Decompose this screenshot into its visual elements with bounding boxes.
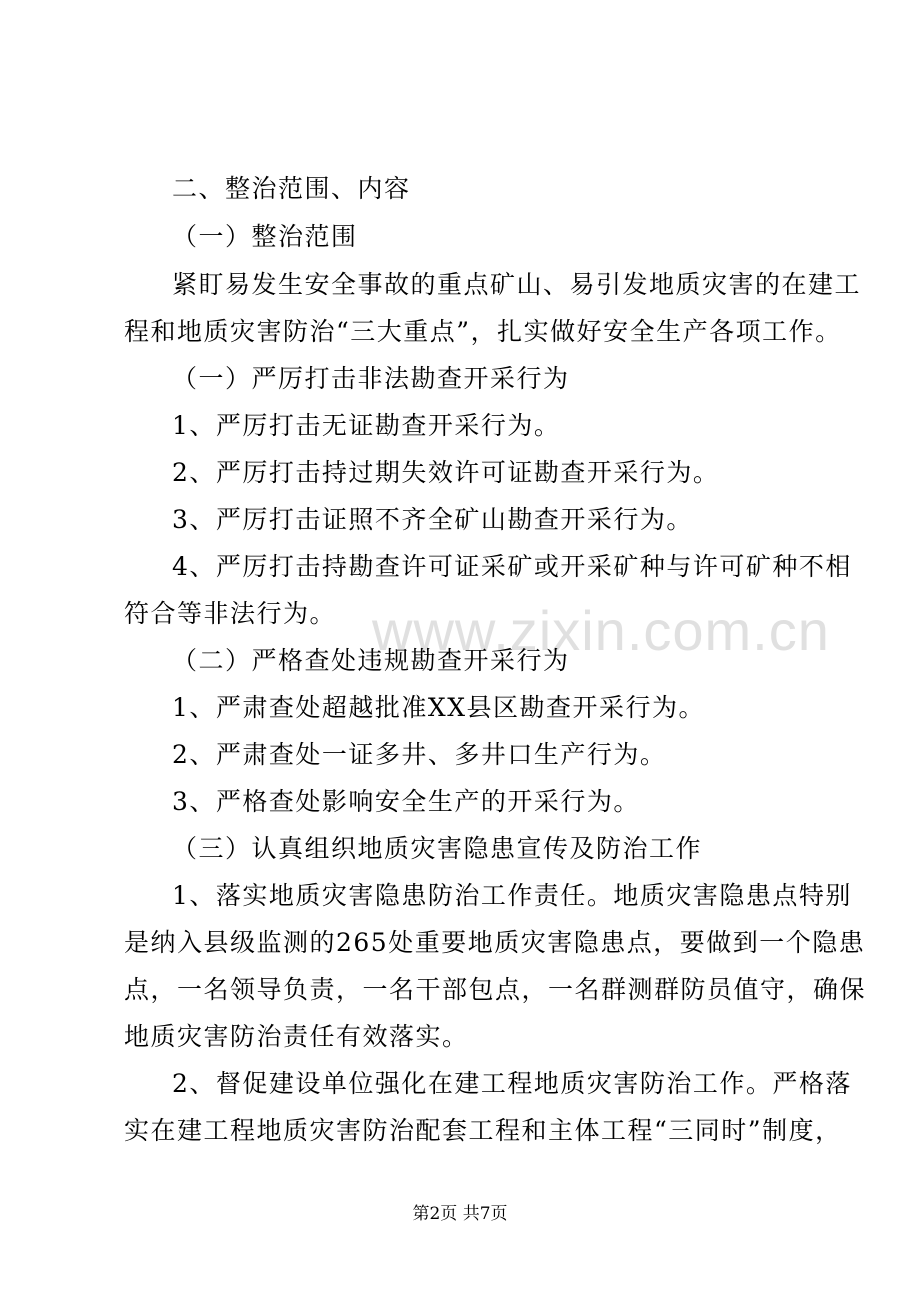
list-item-continuation: 点，一名领导负责，一名干部包点，一名群测群防员值守，确保 bbox=[124, 975, 867, 1004]
body-line: 程和地质灾害防治“三大重点”，扎实做好安全生产各项工作。 bbox=[124, 317, 842, 346]
list-item-continuation: 实在建工程地质灾害防治配套工程和主体工程“三同时”制度， bbox=[124, 1116, 842, 1145]
list-item: 2、督促建设单位强化在建工程地质灾害防治工作。严格落 bbox=[172, 1069, 852, 1098]
subsection-heading: （一）整治范围 bbox=[172, 222, 358, 251]
list-item-continuation: 符合等非法行为。 bbox=[124, 599, 337, 628]
watermark: www.zixin.com.cn bbox=[372, 599, 830, 662]
subsection-heading: （一）严厉打击非法勘查开采行为 bbox=[172, 364, 570, 393]
list-item: 1、落实地质灾害隐患防治工作责任。地质灾害隐患点特别 bbox=[172, 881, 852, 910]
body-line: 紧盯易发生安全事故的重点矿山、易引发地质灾害的在建工 bbox=[172, 270, 862, 299]
section-heading: 二、整治范围、内容 bbox=[172, 174, 411, 203]
page-number-footer: 第2页 共7页 bbox=[412, 1204, 508, 1224]
list-item: 1、严厉打击无证勘查开采行为。 bbox=[172, 411, 561, 440]
list-item: 3、严格查处影响安全生产的开采行为。 bbox=[172, 787, 640, 816]
list-item: 3、严厉打击证照不齐全矿山勘查开采行为。 bbox=[172, 505, 693, 534]
list-item: 1、严肃查处超越批准XX县区勘查开采行为。 bbox=[172, 693, 706, 722]
list-item: 2、严肃查处一证多井、多井口生产行为。 bbox=[172, 740, 667, 769]
subsection-heading: （三）认真组织地质灾害隐患宣传及防治工作 bbox=[172, 834, 703, 863]
list-item-continuation: 是纳入县级监测的265处重要地质灾害隐患点，要做到一个隐患 bbox=[124, 928, 866, 957]
list-item: 2、严厉打击持过期失效许可证勘查开采行为。 bbox=[172, 458, 720, 487]
list-item-continuation: 地质灾害防治责任有效落实。 bbox=[124, 1022, 469, 1051]
list-item: 4、严厉打击持勘查许可证采矿或开采矿种与许可矿种不相 bbox=[172, 552, 852, 581]
subsection-heading: （二）严格查处违规勘查开采行为 bbox=[172, 646, 570, 675]
